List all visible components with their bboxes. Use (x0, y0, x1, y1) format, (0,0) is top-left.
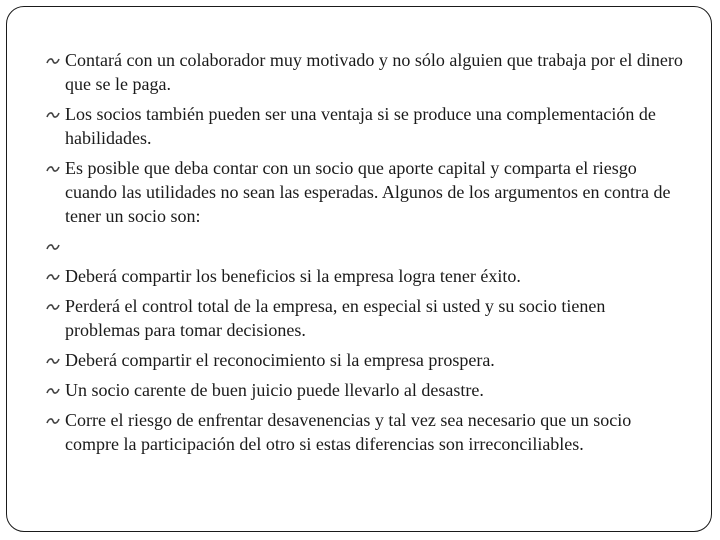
wavy-bullet-icon (46, 164, 60, 174)
wavy-bullet-icon (46, 110, 60, 120)
wavy-bullet-icon (46, 272, 60, 282)
bullet-text-6: Perderá el control total de la empresa, en especial si usted y su socio tienen problemas para tomar decisiones. (65, 296, 606, 340)
bullet-item-9 (44, 408, 684, 456)
bullet-text-7: Deberá compartir el reconocimiento si la empresa prospera. (65, 350, 495, 370)
wavy-bullet-icon (46, 302, 60, 312)
bullet-text-3: Es posible que deba contar con un socio que aporte capital y comparta el riesgo cuando las utilidades no sean las esperadas. Algunos de los argumentos en contra de tener un socio son: (65, 158, 671, 226)
bullet-item-8 (44, 378, 684, 402)
bullet-text-5: Deberá compartir los beneficios si la empresa logra tener éxito. (65, 266, 521, 286)
wavy-bullet-icon (46, 56, 60, 66)
bullet-text-9: Corre el riesgo de enfrentar desavenencias y tal vez sea necesario que un socio compre la participación del otro si estas diferencias son irreconciliables. (65, 410, 632, 454)
bullet-item-7 (44, 348, 684, 372)
bullet-item-1 (44, 48, 684, 96)
wavy-bullet-icon (46, 356, 60, 366)
wavy-bullet-icon (46, 242, 60, 252)
bullet-list (44, 48, 684, 462)
bullet-item-5 (44, 264, 684, 288)
wavy-bullet-icon (46, 416, 60, 426)
bullet-item-2 (44, 102, 684, 150)
bullet-item-6 (44, 294, 684, 342)
bullet-text-8: Un socio carente de buen juicio puede llevarlo al desastre. (65, 380, 484, 400)
bullet-text-1: Contará con un colaborador muy motivado y no sólo alguien que trabaja por el dinero que se le paga. (65, 50, 683, 94)
bullet-item-3 (44, 156, 684, 228)
bullet-text-2: Los socios también pueden ser una ventaja si se produce una complementación de habilidades. (65, 104, 656, 148)
bullet-item-4 (44, 234, 684, 258)
wavy-bullet-icon (46, 386, 60, 396)
